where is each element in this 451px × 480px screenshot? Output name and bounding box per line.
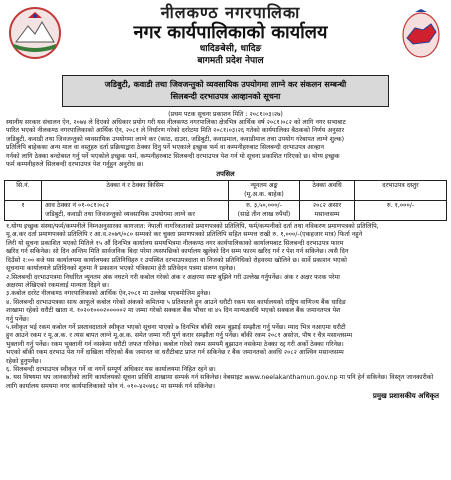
condition-line: लागि कार्यालय समयमा नगर कार्यपालिकाको फोन नं. ०१०-४२०४६८ मा सम्पर्क गर्न सकिनेछ। [6, 382, 215, 390]
intro-line: फर्म कम्पनीहरुले सिलबन्दी दरभाउपत्र पेश गर्नुहुन अनुरोध छ। [6, 161, 144, 169]
intro-line: गर्नको लागि ठेक्का बन्दोबस्त गर्नु पर्ने भएकोले इच्छुक फर्म, कम्पनीहरुबाट सिलबन्दी दरभाउपत्र पेश गर्न यो सूचना प्रकाशित गरिएको छ। योग्य इच्छुक [6, 152, 340, 160]
condition-line: दिउँसो २:०० बजे यस कार्यालयमा कार्यालयका प्रतिनिधिहरु र उपस्थित दरभाउपत्रदाता वा निजको प्रतिनिधिको रोहवरमा खोलिने छ। सार्वे प्रकाशन भएको [6, 256, 347, 264]
cell-name-l1: आव ठेक्का नं ०१-०८१।०८२ [45, 202, 109, 210]
condition-3 [6, 290, 445, 298]
government-emblem-icon [8, 6, 62, 60]
signature-title: प्रमुख प्रशासकीय अधिकृत [372, 392, 439, 401]
office-name: नगर कार्यपालिकाको कार्यालय [133, 22, 328, 43]
cell-sn: १ [5, 201, 42, 221]
col-header-amount-l2: (मू.अ.क. बाहेक) [244, 190, 284, 198]
municipality-name: नीलकण्ठ नगरपालिका [160, 3, 301, 22]
col-header-name: ठेक्का नं र ठेक्का किसिम [42, 181, 229, 201]
condition-2 [6, 274, 445, 291]
col-header-amount-l1: न्यूनतम अङ्क [250, 182, 278, 190]
cell-duration-l2: मसान्तसम्म [314, 210, 340, 218]
condition-line: ३.कबोल दररेट नीलकण्ठ नगरपालिकाको आर्थिक ऐन,२०८१ मा उल्लेख भएबमोजिम हुनेछ। [6, 290, 211, 298]
condition-line: मू.अ.कर दर्ता प्रमाणपत्रको प्रतिलिपि र आ.व.२०७९/०८० सम्मको कर चुक्ता प्रमाणपत्रको प्रतिलिपि सहित सम्पत्त राखी रु. १,०००/-(एकहजार मात्र) फिर्ता नहुने [6, 231, 363, 239]
cell-duration [300, 201, 355, 221]
condition-line: अक्षरमा लेखिएको रकमलाई मान्यता दिइने छ। [6, 281, 109, 289]
condition-line: ६. सिलबन्दी दरभाउपत्र स्वीकृत गर्ने वा नगर्ने सम्पूर्ण अधिकार यस कार्यालयमा निहित रहने छ। [6, 365, 216, 373]
notice-title-line1: जडिबुटी, कवाडी तथा जिवजन्तुको व्यवसायिक उपयोगमा लाग्ने कर संकलन सम्बन्धी [104, 80, 347, 89]
condition-line: २.सिलबन्दी दरभाउपत्रमा निर्धारित न्यूनतम अंक नघटने गरी कबोल गरेको अंक र अक्षरमा स्पष्ट बुझिने गरी उल्लेख गर्नुपर्नेछ। अंक र अक्षर फरक परेमा [6, 273, 340, 281]
condition-line: लिरी यो सूचना प्रकाशित भएको मितिले १५ औं दिनभित्र कार्यालय समयभित्रमा नीलकण्ठ नगर कार्यपालिकाको कार्यालयबाट सिलबन्दी दरभाउपत्र फारम [6, 239, 344, 247]
condition-line: भुक्तानी गर्नु पर्नेछ। रकम भुक्तानी गर्न नसकेमा धरौटी जफत गरिनेछ। कबोल गरेको रकम समयमै बुझाउन नसकेमा ठेक्का रद्द गरी अर्को ठेक्का गरिनेछ। [6, 340, 344, 348]
condition-line: सूचनामा कार्यालयले प्रतिदिनको शुरुमा नै प्रकाशन भएको पत्रिकामा हेरी प्रतिवेदन पत्रमा संलग्न रहनेछ। [6, 265, 236, 273]
intro-line: पारित भएको नीलकण्ठ नगरपालिकाको आर्थिक ऐन, २०८१ ले निर्धारण गरेको दररेटमा मिति २०८१।०३।२६ गतेको कार्यपालिका बैठकको निर्णय अनुसार [6, 127, 345, 135]
condition-line: ७. यस विषयमा थप जानकारीको लागि कार्यालयको सूचना प्रविधि शाखामा सम्पर्क गर्न सकिनेछ। वेबसाइट www.neelakanthamun.gov.np मा पनि हेर्न सकिनेछ। विस्तृत जानकारीको [6, 374, 434, 382]
letterhead [4, 3, 447, 71]
condition-line: शाखामा रहेको धरौटी खाता नं. १०२०१०००२०००००२ मा जम्मा गरेको सक्कल बैंक भौचर वा ४५ दिन मान्यअवधि भएको सक्कल बैंक जमानतपत्र पेश [6, 307, 341, 315]
tender-table [4, 180, 447, 221]
intro-line: जडिबुटी, कवाडी तथा जिवजन्तुको व्यवसायिक उपयोगमा लाग्ने कर (काठ, दाउरा, जडिबुटी, कवाडमाल, कवाडीमाल तथा उपयोग गरेबापत लाग्ने शुल्क) [6, 135, 345, 143]
cell-fee: रु. १,०००/- [355, 201, 447, 221]
notice-title-line2: सिलबन्दी दरभाउपत्र आव्हानको सूचना [170, 92, 281, 101]
letterhead-text [64, 3, 397, 67]
cell-name-l2: जडिबुटी, कवाडी तथा जिवजन्तुको व्यवसायिक उपयोगमा लाग्ने कर [45, 210, 195, 218]
condition-line: ४. सिलबन्दी दरभाउपत्रका साथ आफूले कबोल गरेको अंकको कमितमा ५ प्रतिशतले हुन आउने धरौटी रकम यस कार्यालयको राष्ट्रिय वाणिज्य बैंक धादिङ [6, 298, 346, 306]
intro-paragraph [6, 119, 445, 169]
table-caption: तपसिल [216, 170, 235, 179]
condition-line: हुन आउने रकम र मू.अ.क. र त्यस बापत लाग्ने मू.अ.क. समेत जम्मा गरी पूर्ण करार सम्झौता गर्नु पर्नेछ। बाँकी रकम २०८१ असोज, पौष र चैत्र मसान्तसम्म [6, 332, 353, 340]
cell-amount-l2: (साढे तीन लाख रुपैयाँ) [237, 210, 291, 218]
cell-name [42, 201, 229, 221]
cell-amount [229, 201, 300, 221]
col-header-duration: ठेक्का अवधि [300, 181, 355, 201]
col-header-sn: सि.नं. [5, 181, 42, 201]
condition-line: गर्नु पर्नेछ। [6, 315, 29, 323]
condition-1 [6, 223, 445, 273]
condition-line: रहेको हुनुपर्नेछ। [6, 357, 42, 365]
condition-4 [6, 299, 445, 324]
office-address: धादिङबेसी, धादिङ [199, 44, 262, 54]
condition-line: भएको बाँकी रकम दरभाउ पेश गर्ने दाखिला गरिएको बैंक जमानत वा धरौटीबाट प्राप्त गर्न सकिनेछ र बैंक जमानतको अवधि २०८२ आश्विन मसान्तसम्म [6, 349, 344, 357]
notice-title-box [62, 75, 389, 107]
condition-line: ५.स्वीकृत भई रकम कबोल गर्ने प्रस्तावदाताले स्वीकृत भएको सूचना पाएको ७ दिनभित्र बाँकी रकम बुझाई सम्झौता गर्नु पर्नेछ। म्याद भित्र नआएमा धरौटी [6, 323, 346, 331]
intro-line: स्थानीय सरकार संचालन ऐन, २०७४ ले दिएको अधिकार प्रयोग गरी यस नीलकण्ठ नगरपालिका क्षेत्रभित्र आर्थिक वर्ष २०८१।०८२ को लागि नगर सभाबाट [6, 119, 346, 126]
table-header-row [5, 181, 447, 201]
publication-date: (प्रथम पटक सूचना प्रकाशन मिति : २०८१।०३।२७) [168, 111, 283, 118]
condition-7 [6, 374, 445, 391]
condition-line: १.योग्य इच्छुक संस्था/फर्म/कम्पनीले निम्नअनुसारका कागजात: नेपाली नागरिकताको प्रमाणपत्रको प्रतिलिपि, फर्म/कम्पनीको दर्ता तथा नविकरण प्रमाणपत्रको प्रतिलिपि, [6, 223, 379, 231]
province-name: बागमती प्रदेश नेपाल [197, 56, 264, 66]
condition-5 [6, 324, 445, 366]
condition-line: खरिद गर्न सकिनेछ। सो दिन अन्तिम मिति सार्वजनिक बिदा परेमा त्यसपछिको कार्यालय खुलेको दिन सम्म फारम खरिद गर्न र पेश गर्न सकिनेछ। त्यसै दिन [6, 248, 349, 256]
nepal-map-emblem-icon [401, 8, 441, 60]
col-header-fee: दरभाउपत्र दस्तुर [355, 181, 447, 201]
col-header-amount [229, 181, 300, 201]
table-row [5, 201, 447, 221]
intro-line: प्रतिलिपि बाहेकका अन्य माल वा वस्तुहरु दर्ता प्रक्रियाद्वारा ठेक्का दिनु पर्ने भएकाले इच्छुक फर्म वा कम्पनीहरुबाट सिलबन्दी दरभाउपत्र आव्हान [6, 144, 325, 152]
cell-duration-l1: २०८२ असार [312, 202, 342, 210]
cell-amount-l1: रु. ३,५०,०००/- [246, 202, 282, 210]
